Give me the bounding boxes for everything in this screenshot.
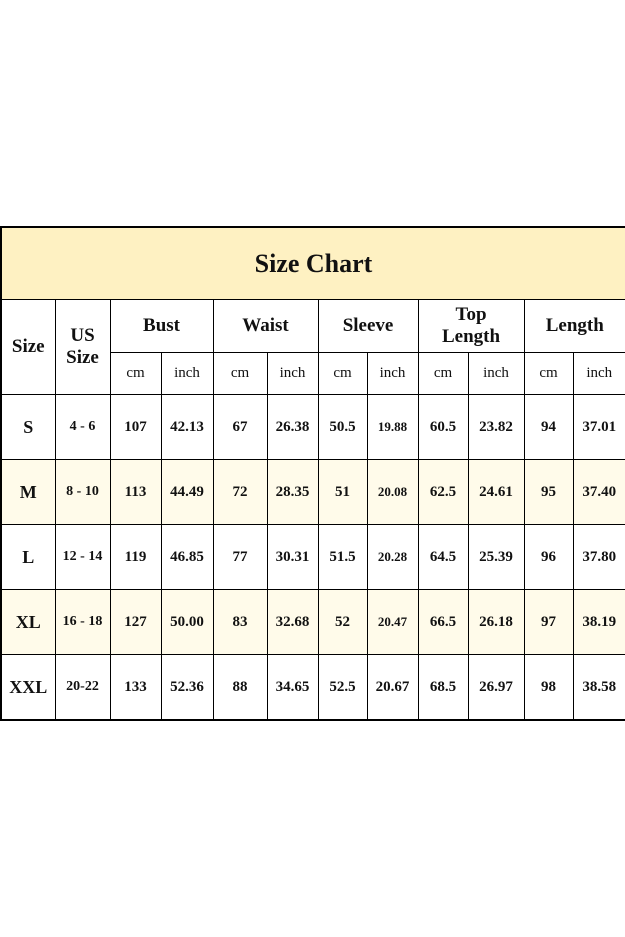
value-cell: 42.13: [161, 395, 213, 460]
value-cell: 37.80: [573, 525, 625, 590]
unit-top-length-inch: inch: [468, 353, 524, 395]
value-cell: 67: [213, 395, 267, 460]
header-top-length: Top Length: [418, 300, 524, 353]
us-size-cell: 4 - 6: [55, 395, 110, 460]
value-cell: 77: [213, 525, 267, 590]
value-cell: 20.47: [367, 590, 418, 655]
unit-sleeve-cm: cm: [318, 353, 367, 395]
value-cell: 30.31: [267, 525, 318, 590]
table-row: [2, 655, 625, 720]
value-cell: 23.82: [468, 395, 524, 460]
value-cell: 28.35: [267, 460, 318, 525]
us-size-cell: 16 - 18: [55, 590, 110, 655]
value-cell: 127: [110, 590, 161, 655]
header-waist: Waist: [213, 300, 318, 353]
value-cell: 37.40: [573, 460, 625, 525]
value-cell: 20.08: [367, 460, 418, 525]
value-cell: 26.97: [468, 655, 524, 720]
header-sleeve: Sleeve: [318, 300, 418, 353]
value-cell: 119: [110, 525, 161, 590]
value-cell: 72: [213, 460, 267, 525]
value-cell: 34.65: [267, 655, 318, 720]
size-cell: XL: [2, 590, 55, 655]
size-chart: [0, 226, 625, 721]
value-cell: 68.5: [418, 655, 468, 720]
value-cell: 88: [213, 655, 267, 720]
value-cell: 19.88: [367, 395, 418, 460]
table-row: [2, 590, 625, 655]
value-cell: 51.5: [318, 525, 367, 590]
unit-waist-cm: cm: [213, 353, 267, 395]
unit-length-cm: cm: [524, 353, 573, 395]
value-cell: 64.5: [418, 525, 468, 590]
us-size-cell: 20-22: [55, 655, 110, 720]
value-cell: 98: [524, 655, 573, 720]
value-cell: 52.5: [318, 655, 367, 720]
value-cell: 20.67: [367, 655, 418, 720]
value-cell: 50.5: [318, 395, 367, 460]
value-cell: 107: [110, 395, 161, 460]
value-cell: 94: [524, 395, 573, 460]
size-cell: M: [2, 460, 55, 525]
header-bust: Bust: [110, 300, 213, 353]
value-cell: 38.19: [573, 590, 625, 655]
value-cell: 46.85: [161, 525, 213, 590]
size-cell: S: [2, 395, 55, 460]
value-cell: 50.00: [161, 590, 213, 655]
unit-top-length-cm: cm: [418, 353, 468, 395]
value-cell: 37.01: [573, 395, 625, 460]
value-cell: 44.49: [161, 460, 213, 525]
value-cell: 26.18: [468, 590, 524, 655]
value-cell: 113: [110, 460, 161, 525]
unit-bust-cm: cm: [110, 353, 161, 395]
value-cell: 26.38: [267, 395, 318, 460]
value-cell: 32.68: [267, 590, 318, 655]
value-cell: 66.5: [418, 590, 468, 655]
header-length: Length: [524, 300, 625, 353]
us-size-cell: 8 - 10: [55, 460, 110, 525]
table-row: [2, 395, 625, 460]
unit-waist-inch: inch: [267, 353, 318, 395]
value-cell: 38.58: [573, 655, 625, 720]
value-cell: 96: [524, 525, 573, 590]
value-cell: 95: [524, 460, 573, 525]
unit-length-inch: inch: [573, 353, 625, 395]
unit-bust-inch: inch: [161, 353, 213, 395]
unit-sleeve-inch: inch: [367, 353, 418, 395]
header-size: Size: [2, 300, 55, 395]
value-cell: 25.39: [468, 525, 524, 590]
value-cell: 51: [318, 460, 367, 525]
value-cell: 62.5: [418, 460, 468, 525]
value-cell: 20.28: [367, 525, 418, 590]
size-cell: XXL: [2, 655, 55, 720]
chart-title: Size Chart: [2, 228, 625, 300]
value-cell: 133: [110, 655, 161, 720]
value-cell: 60.5: [418, 395, 468, 460]
value-cell: 97: [524, 590, 573, 655]
value-cell: 83: [213, 590, 267, 655]
value-cell: 52: [318, 590, 367, 655]
table-row: [2, 460, 625, 525]
table-row: [2, 525, 625, 590]
size-cell: L: [2, 525, 55, 590]
value-cell: 24.61: [468, 460, 524, 525]
header-us-size: US Size: [55, 300, 110, 395]
size-table: [2, 300, 625, 719]
us-size-cell: 12 - 14: [55, 525, 110, 590]
value-cell: 52.36: [161, 655, 213, 720]
